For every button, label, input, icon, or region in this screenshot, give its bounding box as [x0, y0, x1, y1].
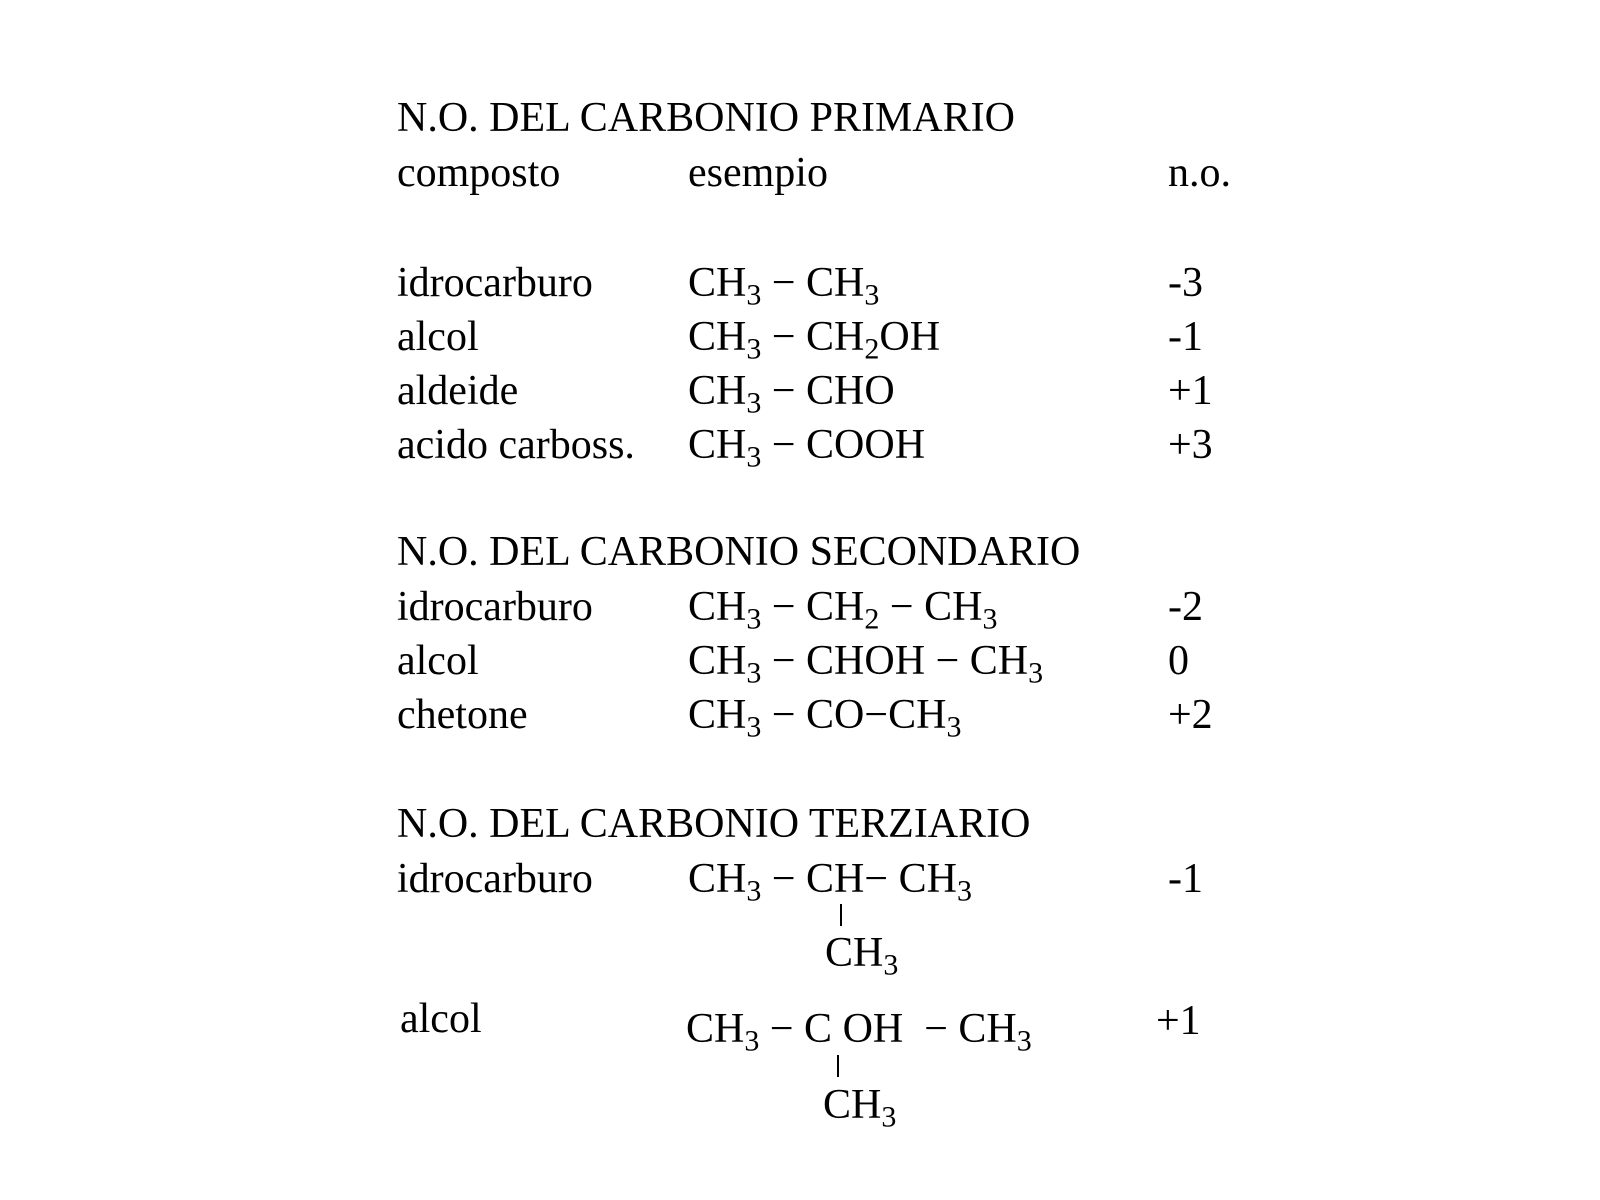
vertical-bond	[837, 1055, 839, 1077]
formula-subscript: 3	[982, 602, 998, 636]
bond-dash: −	[771, 638, 796, 684]
bond-dash: −	[771, 422, 796, 468]
formula-acetone	[688, 692, 962, 744]
section-title-tertiary: N.O. DEL CARBONIO TERZIARIO	[397, 801, 1031, 847]
formula-group: CH	[688, 368, 747, 414]
formula-group: CH	[688, 314, 747, 360]
formula-subscript: 3	[881, 1100, 897, 1134]
compound-label: idrocarburo	[397, 260, 593, 306]
formula-tert-butanol-main-chain	[686, 1006, 1032, 1058]
formula-subscript: 3	[1028, 656, 1044, 690]
formula-group: OH	[842, 1006, 904, 1052]
formula-tert-butanol-branch	[823, 1082, 897, 1134]
compound-label: chetone	[397, 692, 528, 738]
oxidation-number: +1	[1168, 368, 1213, 414]
column-header-oxidation-number: n.o.	[1168, 150, 1231, 196]
compound-label: acido carboss.	[397, 422, 635, 468]
formula-subscript: 3	[746, 656, 762, 690]
formula-isopropanol	[688, 638, 1044, 690]
formula-group: CH	[688, 584, 747, 630]
formula-group: CHO	[806, 368, 895, 414]
compound-label: alcol	[397, 314, 479, 360]
formula-subscript: 3	[1016, 1024, 1032, 1058]
formula-acetic-acid	[688, 422, 926, 474]
formula-subscript: 3	[746, 874, 762, 908]
bond-dash: −	[769, 1006, 794, 1052]
formula-group: CH	[688, 692, 747, 738]
formula-group: CH	[888, 692, 947, 738]
formula-group: CH	[958, 1006, 1017, 1052]
formula-group: CO	[806, 692, 865, 738]
bond-dash: −	[771, 856, 796, 902]
formula-subscript: 3	[746, 386, 762, 420]
formula-group: OH	[879, 314, 941, 360]
compound-label: aldeide	[397, 368, 519, 414]
formula-group: CH	[898, 856, 957, 902]
formula-subscript: 3	[746, 332, 762, 366]
formula-group: CHOH	[806, 638, 926, 684]
compound-label: idrocarburo	[397, 584, 593, 630]
column-header-example: esempio	[688, 150, 828, 196]
bond-dash: −	[864, 692, 889, 738]
formula-group: C	[804, 1006, 833, 1052]
formula-group: COOH	[806, 422, 926, 468]
formula-propane	[688, 584, 998, 636]
bond-dash: −	[771, 368, 796, 414]
formula-group: CH	[823, 1082, 882, 1128]
oxidation-number: -1	[1168, 856, 1203, 902]
section-title-secondary: N.O. DEL CARBONIO SECONDARIO	[397, 529, 1081, 575]
bond-dash: −	[771, 584, 796, 630]
formula-subscript: 3	[746, 278, 762, 312]
formula-subscript: 3	[746, 710, 762, 744]
formula-group: CH	[969, 638, 1029, 684]
formula-group: CH	[688, 422, 747, 468]
formula-group: CH	[924, 584, 983, 630]
bond-dash: −	[864, 856, 889, 902]
formula-subscript: 3	[946, 710, 962, 744]
formula-isobutane-branch	[825, 930, 899, 982]
compound-label: idrocarburo	[397, 856, 593, 902]
section-title-primary: N.O. DEL CARBONIO PRIMARIO	[397, 95, 1015, 141]
formula-group: CH	[688, 638, 747, 684]
formula-group: CH	[825, 930, 884, 976]
bond-dash: −	[771, 692, 796, 738]
oxidation-number: -1	[1168, 314, 1203, 360]
oxidation-number: 0	[1168, 638, 1189, 684]
bond-dash: −	[889, 584, 914, 630]
oxidation-number: -2	[1168, 584, 1203, 630]
formula-subscript: 3	[744, 1024, 760, 1058]
oxidation-number: +3	[1168, 422, 1213, 468]
formula-subscript: 3	[956, 874, 972, 908]
formula-group: CH	[806, 856, 865, 902]
formula-group: CH	[806, 314, 865, 360]
formula-acetaldehyde	[688, 368, 895, 420]
formula-subscript: 2	[864, 332, 880, 366]
formula-subscript: 3	[883, 948, 899, 982]
compound-label: alcol	[397, 638, 479, 684]
oxidation-number: +1	[1156, 998, 1201, 1044]
formula-subscript: 3	[746, 440, 762, 474]
column-header-compound: composto	[397, 150, 561, 196]
bond-dash: −	[771, 314, 796, 360]
formula-group: CH	[688, 260, 747, 306]
vertical-bond	[840, 904, 842, 926]
formula-ethane	[688, 260, 880, 312]
formula-ethanol	[688, 314, 941, 366]
oxidation-number: +2	[1168, 692, 1213, 738]
formula-subscript: 3	[864, 278, 880, 312]
formula-group: CH	[686, 1006, 745, 1052]
bond-dash: −	[924, 1006, 948, 1052]
formula-isobutane-main-chain	[688, 856, 972, 908]
oxidation-number: -3	[1168, 260, 1203, 306]
formula-group: CH	[806, 584, 865, 630]
bond-dash: −	[771, 260, 796, 306]
formula-subscript: 3	[746, 602, 762, 636]
formula-group: CH	[806, 260, 865, 306]
formula-subscript: 2	[864, 602, 880, 636]
bond-dash: −	[935, 638, 960, 684]
compound-label: alcol	[400, 996, 482, 1042]
formula-group: CH	[688, 856, 747, 902]
